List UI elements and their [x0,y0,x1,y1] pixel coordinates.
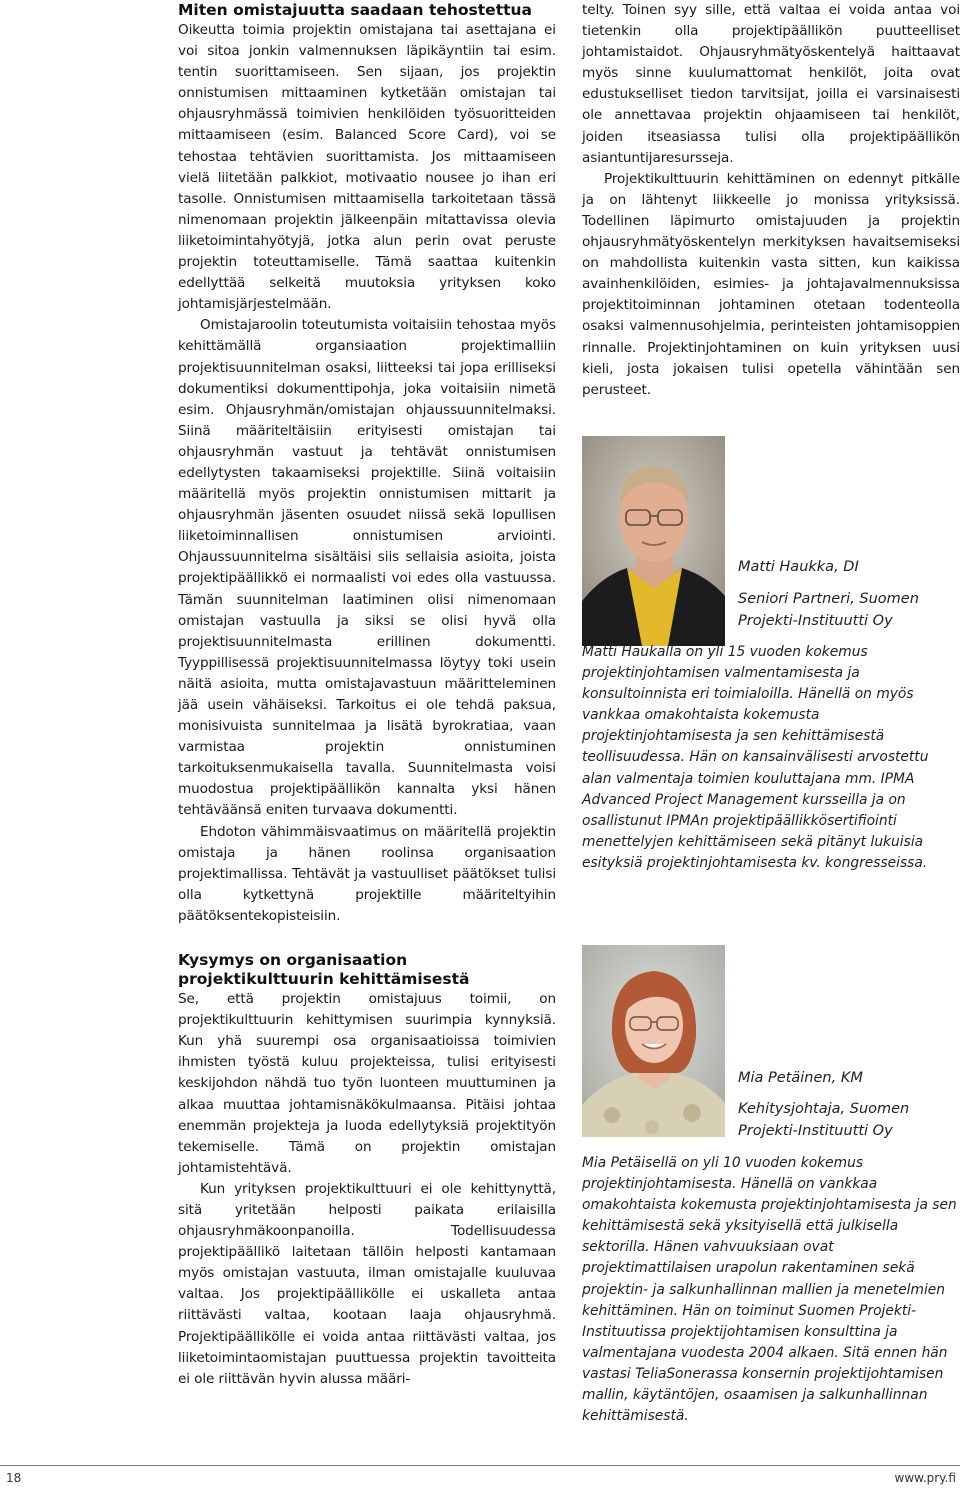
author-title-line1: Kehitysjohtaja, Suomen [738,1101,910,1117]
heading-ownership: Miten omistajuutta saadaan tehostettua [178,1,533,19]
right-column [582,0,960,401]
author-photo-haukka [582,436,725,646]
paragraph: Omistajaroolin toteutumista voitaisiin tehostaa myös kehittämällä organsiaation projektimalliin projektisuunnitelman osaksi, liitteeksi tai jopa erilliseksi dokumentiksi dokumenttipohja, joka voitaisiin nimetä esim. Ohjausryhmän/omistajan ohjaussuunnitelmaksi. Siinä määriteltäisiin erityisesti omistajan tai ohjausryhmän vastuut ja tehtävät onnistumisen edellytysten takaamiseksi projektille. Siinä voitaisiin määritellä myös projektin onnistumisen mittarit ja ohjausryhmän jäsenten osuudet niissä sekä lopullisen liiketoiminnallisen onnistumisen arviointi. Ohjaussuunnitelma sisältäisi siis sellaisia asioita, joista projektipäällikkö ei normaalisti voi edes olla vastuussa. Tämän suunnitelman laatiminen olisi nimenomaan omistajan vastuulla ja siksi se olisi hyvä olla projektisuunnitelmasta erillinen dokumentti. Tyyppillisessä projektisuunnitelmassa löytyy toki usein näitä asioita, mutta omistajavastuun määritteleminen jää usein vähäiseksi. Tarkoitus ei ole tehdä paksua, monisivuista sunnitelmaa ja lisätä byrokratiaa, vaan varmistaa projektin onnistuminen tarkoituksenmukaisella tavalla. Suunnitelmasta voisi muodostua projektipäällikön kannalta yksi hänen tehtäväänsä eniten turvaava dokumentti. [178,317,556,819]
paragraph: Se, että projektin omistajuus toimii, on projektikulttuurin kehittymisen suurimpia kynnyksiä. Kun yhä suurempi osa organisaatioissa toimivien ihmisten työstä kuluu projekteissa, tulisi erityisesti keskijohdon nähdä tuo työn luonteen muuttuminen ja alkaa muuttaa johtamisnäkökulmaansa. Pitäisi johtaa enemmän projekteja ja luoda edellytyksiä projektityön tekemiselle. Tämä on projektin omistajan johtamistehtävä. [178,991,556,1176]
author-title [738,1098,958,1142]
paragraph: Kun yrityksen projektikulttuuri ei ole kehittynyttä, sitä yritetään helposti paikata erilaisilla ohjausryhmäkoonpanoilla. Todellisuudessa projektipäällikö laitetaan tällöin helposti kantamaan myös omistajan vastuuta, ilman omistajalle kuuluvaa valtaa. Jos projektipäällikölle ei uskalleta antaa riittävästi valtaa, kootaan laaja ohjausryhmä. Projektipäällikölle ei voida antaa riittävästi valtaa, jos liiketoimintaomistajan puuttuessa projektin tavoitteita ei ole riittävän hyvin alussa määri- [178,1180,556,1387]
page-number: 18 [6,1471,22,1485]
portrait-man-icon [582,436,725,646]
author-title-line2: Projekti-Instituutti Oy [738,1123,893,1139]
paragraph: Oikeutta toimia projektin omistajana tai asettajana ei voi sitoa jonkin valmennuksen läpikäyntiin tai esim. tentin suorittamiseen. Sen sijaan, jos projektin onnistumisen mittaaminen kytketään omistajan tai ohjausryhmässä toimivien henkilöiden työsuoritteiden mittaamiseen (esim. Balanced Score Card), voi se tehostaa tehtävien suorittamista. Jos mittaamiseen vielä liitetään palkkiot, motivaatio nousee jo ihan eri tasolle. Onnistumisen mittaamisella tarkoitetaan tässä nimenomaan projektin jälkeenpäin mitattavissa olevia liiketoimintahyötyjä, jotka alun perin ovat peruste projektin toteuttamiselle. Tämä saattaa kuitenkin edellyttää selkeitä muutoksia yrityksen koko johtamisjärjestelmään. [178,22,556,313]
author-bio: Matti Haukalla on yli 15 vuoden kokemus projektinjohtamisen valmentamisesta ja konsultoinnista eri toimialoilla. Hänellä on myös vankkaa omakohtaista kokemusta projektinjohtamisesta ja sen kehittämisestä teollisuudessa. Hän on kansainvälisesti arvostettu alan valmentaja toimien kouluttajana mm. IPMA Advanced Project Management kursseilla ja on osallistunut IPMAn projektipäällikkösertifiointi menettelyjen kehittämiseen sekä pitänyt lukuisia esityksiä projektinjohtamisesta kv. kongresseissa. [582,644,929,871]
heading-culture-line1: Kysymys on organisaation [178,951,408,970]
left-column [178,0,556,1390]
author-photo-petainen [582,945,725,1137]
paragraph: Projektikulttuurin kehittäminen on edennyt pitkälle ja on lähtenyt liikkeelle jo monissa yrityksissä. Todellinen läpimurto omistajuuden ja projektin ohjausryhmätyöskentelyn merkityksen havaitsemiseksi on mahdollista kuitenkin vasta sitten, kun kaikissa avainhenkilöiden, esimies- ja johtajavalmennuksissa projektitoiminnan johtaminen otetaan todenteolla osaksi valmennusohjelmia, perinteisten johtamisoppien rinnalle. Projektinjohtaminen on kuin yrityksen uusi kieli, josta jokaisen tulisi opetella vähintään sen perusteet. [582,170,960,398]
paragraph: telty. Toinen syy sille, että valtaa ei voida antaa voi tietenkin olla projektipäällikön puutteelliset johtamistaidot. Ohjausryhmätyöskentelyä haittaavat myös sinne kuulumattomat henkilöt, joita ovat edustukselliset tiedon tarvitsijat, joilla ei varsinaisesti ole annettavaa projektin ohjaamiseen tai henkilöt, joiden itseasiassa tulisi olla projektipäällikön asiantuntijaresursseja. [582,2,960,166]
author-title-line2: Projekti-Instituutti Oy [738,613,893,629]
author-title-line1: Seniori Partneri, Suomen [738,591,919,607]
heading-culture [178,951,556,989]
author-name: Matti Haukka, DI [738,559,859,575]
author-bio: Mia Petäisellä on yli 10 vuoden kokemus projektinjohtamisesta. Hänellä on vankkaa omakohtaista kokemusta projektinjohtamisesta ja sen kehittämisestä sekä yksityisellä että julkisella sektorilla. Hänen vahvuuksiaan ovat projektimattilaisen urapolun rakentaminen sekä projektin- ja salkunhallinnan mallien ja menetelmien kehittäminen. Hän on toiminut Suomen Projekti-Instituutissa projektijohtamisen konsulttina ja valmentajana vuodesta 2004 alkaen. Sitä ennen hän vastasi TeliaSonerassa konsernin projektijohtamisen mallin, käytäntöjen, osaamisen ja salkunhallinnan kehittämisestä. [582,1155,957,1425]
footer-url[interactable]: www.pry.fi [894,1471,956,1485]
author-title [738,588,958,632]
portrait-woman-icon [582,945,725,1137]
author-name: Mia Petäinen, KM [738,1070,863,1086]
paragraph: Ehdoton vähimmäisvaatimus on määritellä projektin omistaja ja hänen roolinsa organisaation projektimallissa. Tehtävät ja vastuulliset päätökset tulisi olla kytkettynä projektille määriteltyihin päätöksentekopisteisiin. [178,823,556,924]
heading-culture-line2: projektikulttuurin kehittämisestä [178,970,470,989]
footer-divider [0,1465,960,1466]
